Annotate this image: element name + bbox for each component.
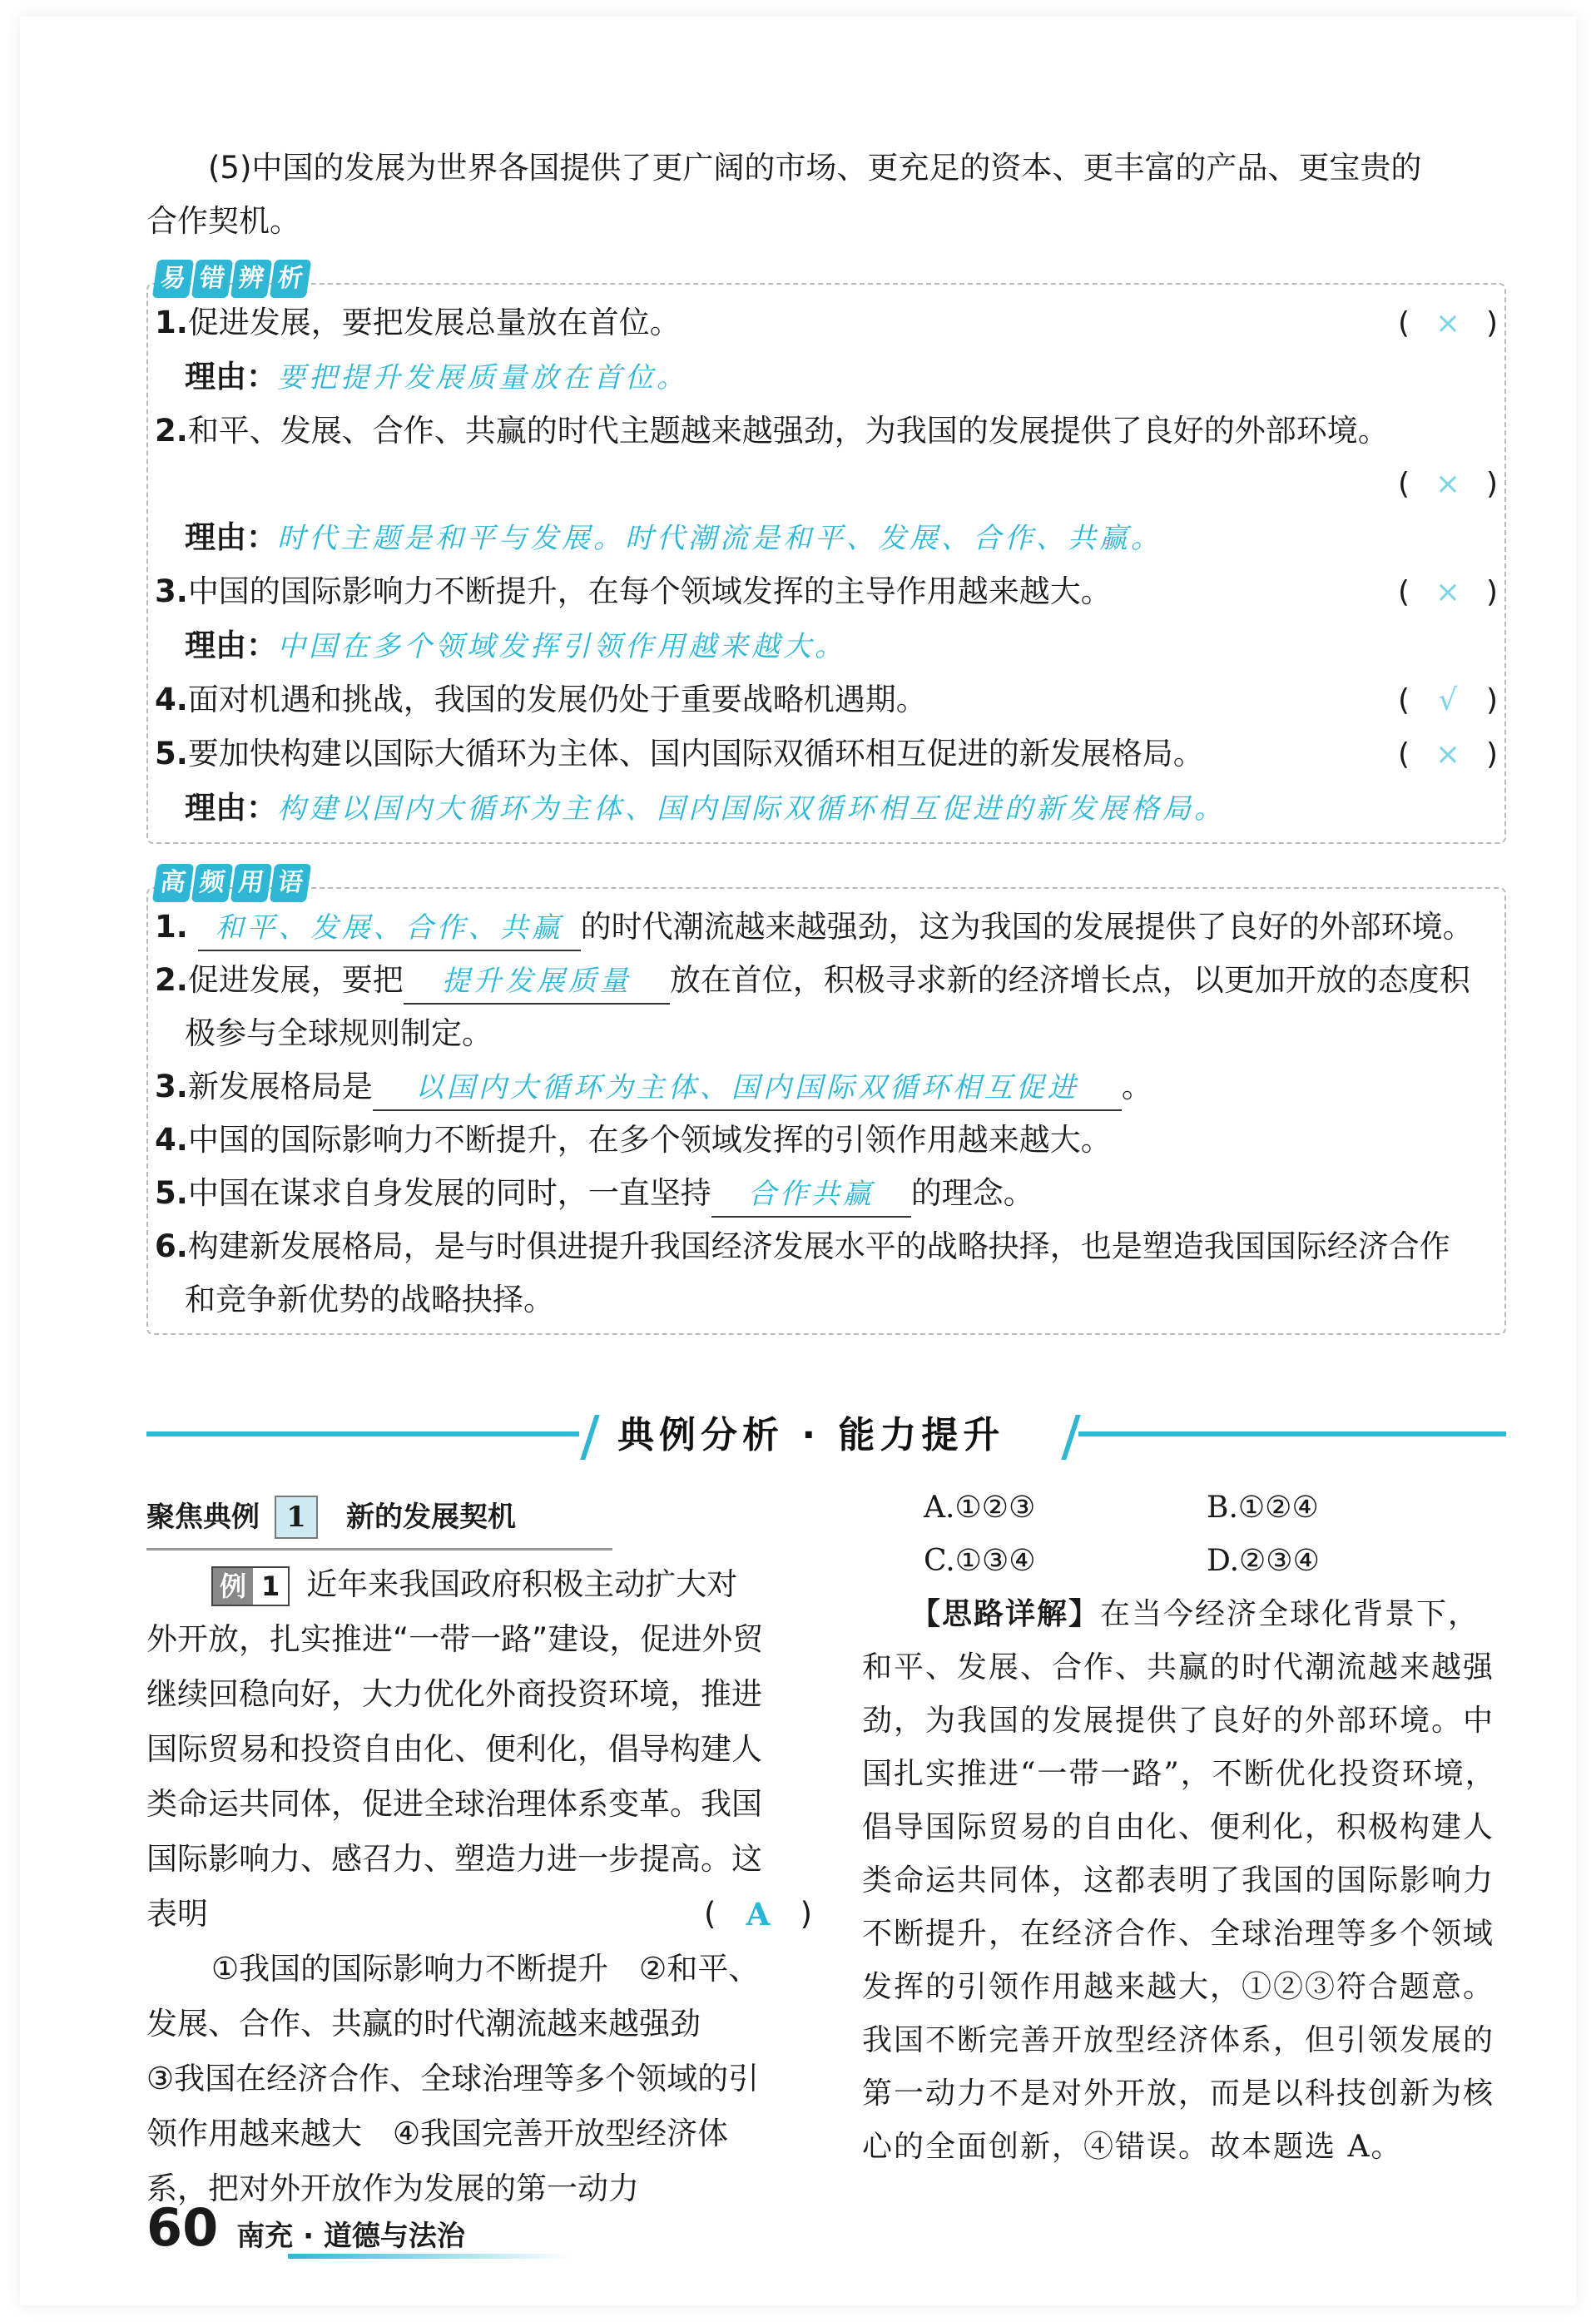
- analysis-line: 在当今经济全球化背景下，: [1100, 1597, 1480, 1631]
- example-tag: [211, 1566, 290, 1606]
- item-text: 中国在谋求自身发展的同时，一直坚持: [187, 1175, 711, 1211]
- tag-char: 易: [152, 260, 194, 298]
- section-title: 典例分析 · 能力提升: [617, 1414, 1005, 1456]
- stem-line: 国际贸易和投资自由化、便利化，倡导构建人: [146, 1731, 762, 1767]
- answer-bracket: ( A ): [704, 1887, 812, 1942]
- page-number: 60: [146, 2197, 219, 2258]
- item-number: 4.: [155, 682, 188, 717]
- stem-line: 继续回稳向好，大力优化外商投资环境，推进: [146, 1676, 762, 1712]
- phrase-item: [155, 901, 1498, 954]
- item-text: 要加快构建以国际大循环为主体、国内国际双循环相互促进的新发展格局。: [187, 736, 1204, 772]
- example-column: [146, 1490, 812, 2216]
- phrase-item-continued: 和竞争新优势的战略抉择。: [185, 1282, 554, 1317]
- tag-char: 语: [270, 864, 311, 902]
- intro-line-1: (5)中国的发展为世界各国提供了更广阔的市场、更充足的资本、更丰富的产品、更宝贵的: [208, 150, 1422, 186]
- item-text: 中国的国际影响力不断提升，在多个领域发挥的引领作用越来越大。: [187, 1122, 1112, 1158]
- item-number: 2.: [155, 962, 188, 998]
- analysis-line: 和平、发展、合作、共赢的时代潮流越来越强: [862, 1650, 1495, 1684]
- fill-blank: 和平、发展、合作、共赢: [198, 906, 581, 951]
- stem-line: 外开放，扎实推进“一带一路”建设，促进外贸: [146, 1621, 764, 1657]
- tag-char: 高: [152, 864, 194, 902]
- tag-char: 辨: [230, 260, 272, 298]
- item-number: 1.: [155, 305, 188, 340]
- item-number: 3.: [155, 1069, 188, 1104]
- item-text: 促进发展，要把: [187, 962, 404, 998]
- example-tag-number: 1: [261, 1570, 280, 1602]
- header-line-right: [1078, 1431, 1506, 1436]
- reason-text: 构建以国内大循环为主体、国内国际双循环相互促进的新发展格局。: [277, 792, 1226, 826]
- footer-underline: [288, 2254, 571, 2259]
- item-text: 促进发展，要把发展总量放在首位。: [187, 305, 681, 340]
- focus-heading: [146, 1490, 612, 1550]
- reason-text: 要把提升发展质量放在首位。: [277, 361, 688, 394]
- item-text: 面对机遇和挑战，我国的发展仍处于重要战略机遇期。: [187, 682, 927, 717]
- reason-label: 理由：: [185, 790, 277, 826]
- judgement-mark: ( √ ): [1398, 674, 1498, 727]
- tag-char: 频: [191, 864, 233, 902]
- solution-analysis: [857, 1588, 1514, 2174]
- reason-text: 时代主题是和平与发展。时代潮流是和平、发展、合作、共赢。: [277, 522, 1162, 555]
- cross-icon: ×: [1435, 306, 1461, 340]
- analysis-line: 倡导国际贸易的自由化、便利化，积极构建人: [862, 1810, 1495, 1844]
- high-frequency-phrases-box: [146, 868, 1506, 1335]
- judgement-mark: ( × ): [1398, 566, 1498, 619]
- reason-label: 理由：: [185, 359, 277, 394]
- tag-char: 错: [191, 260, 233, 298]
- intro-line-2: 合作契机。: [146, 203, 300, 239]
- reason-line: [155, 350, 1498, 404]
- statement-line: 系，把对外开放作为发展的第一动力: [146, 2171, 639, 2206]
- option-a: A.①②③: [924, 1491, 1036, 1525]
- error-item: [155, 404, 1498, 458]
- reason-line: [155, 511, 1498, 565]
- example-stem: [146, 1557, 812, 2216]
- statement-line: ①我国的国际影响力不断提升 ②和平、: [211, 1951, 760, 1987]
- cross-icon: ×: [1435, 737, 1461, 772]
- item-text: 新发展格局是: [187, 1069, 373, 1104]
- stem-line: 类命运共同体，促进全球治理体系变革。我国: [146, 1786, 762, 1822]
- item-number: 2.: [155, 413, 188, 449]
- judgement-mark: ( × ): [1398, 728, 1498, 781]
- tag-char: 用: [230, 864, 272, 902]
- item-text: 。: [1121, 1069, 1152, 1104]
- analysis-line: 劲，为我国的发展提供了良好的外部环境。中: [862, 1704, 1495, 1738]
- focus-label: 聚焦典例: [146, 1501, 260, 1534]
- stem-line: 表明: [146, 1896, 208, 1932]
- example-tag-label: 例: [213, 1568, 253, 1605]
- analysis-line: 第一动力不是对外开放，而是以科技创新为核: [862, 2076, 1495, 2111]
- top-content: [146, 141, 1506, 1335]
- judgement-mark: ( × ): [1398, 458, 1498, 511]
- statement-line: 发展、合作、共赢的时代潮流越来越强劲: [146, 2006, 701, 2042]
- analysis-line: 心的全面创新，④错误。故本题选 A。: [862, 2130, 1403, 2164]
- high-frequency-tag: [155, 864, 309, 902]
- fill-blank: 合作共赢: [711, 1173, 911, 1218]
- error-analysis-box: [146, 264, 1506, 844]
- answer-letter: A: [746, 1896, 771, 1933]
- item-number: 5.: [155, 1175, 188, 1211]
- fill-blank: 提升发展质量: [404, 960, 670, 1005]
- item-text: 的时代潮流越来越强劲，这为我国的发展提供了良好的外部环境。: [580, 909, 1474, 945]
- item-number: 4.: [155, 1122, 188, 1158]
- cross-icon: ×: [1435, 467, 1461, 501]
- phrase-item: [155, 1060, 1498, 1114]
- item-text: 的理念。: [910, 1175, 1034, 1211]
- error-item: [155, 565, 1498, 619]
- item-text: 中国的国际影响力不断提升，在每个领域发挥的主导作用越来越大。: [187, 573, 1112, 609]
- phrase-item: [155, 1114, 1498, 1167]
- item-number: 5.: [155, 736, 188, 772]
- analysis-line: 类命运共同体，这都表明了我国的国际影响力: [862, 1863, 1495, 1898]
- analysis-line: 国扎实推进“一带一路”，不断优化投资环境，: [862, 1757, 1497, 1791]
- stem-line: 近年来我国政府积极主动扩大对: [306, 1566, 738, 1602]
- item-number: 6.: [155, 1228, 188, 1264]
- option-c: C.①③④: [924, 1544, 1036, 1578]
- analysis-line: 发挥的引领作用越来越大，①②③符合题意。: [862, 1970, 1495, 2004]
- error-item: [155, 673, 1498, 727]
- answer-options: [857, 1481, 1514, 1588]
- check-icon: √: [1438, 683, 1458, 717]
- reason-line: [155, 781, 1498, 836]
- fill-blank: 以国内大循环为主体、国内国际双循环相互促进: [373, 1066, 1122, 1111]
- error-item: [155, 727, 1498, 781]
- option-b: B.①②④: [1207, 1491, 1319, 1525]
- analysis-title: 【思路详解】: [910, 1597, 1101, 1631]
- error-item: [155, 296, 1498, 350]
- header-line-left: [146, 1431, 579, 1436]
- tag-char: 析: [270, 260, 311, 298]
- focus-topic: 新的发展契机: [346, 1501, 516, 1534]
- reason-label: 理由：: [185, 628, 277, 663]
- item-text: 和平、发展、合作、共赢的时代主题越来越强劲，为我国的发展提供了良好的外部环境。: [187, 413, 1389, 449]
- focus-number: 1: [275, 1496, 318, 1539]
- item-text: 放在首位，积极寻求新的经济增长点，以更加开放的态度积: [669, 962, 1470, 998]
- phrase-item: [155, 954, 1498, 1007]
- statement-line: 领作用越来越大 ④我国完善开放型经济体: [146, 2116, 729, 2151]
- page-footer: [146, 2197, 465, 2258]
- item-number: 3.: [155, 573, 188, 609]
- error-analysis-tag: [155, 260, 309, 298]
- phrase-item: [155, 1167, 1498, 1220]
- footer-subject: 南充 · 道德与法治: [236, 2220, 465, 2253]
- header-slash: [1061, 1415, 1081, 1460]
- phrase-item-continued: 极参与全球规则制定。: [185, 1015, 493, 1051]
- analysis-column: [857, 1481, 1514, 2174]
- item-text: 构建新发展格局，是与时俱进提升我国经济发展水平的战略抉择，也是塑造我国国际经济合作: [187, 1228, 1450, 1264]
- option-d: D.②③④: [1207, 1544, 1320, 1578]
- statement-line: ③我国在经济合作、全球治理等多个领域的引: [146, 2061, 760, 2096]
- reason-text: 中国在多个领域发挥引领作用越来越大。: [277, 630, 846, 663]
- item-number: 1.: [155, 909, 188, 945]
- cross-icon: ×: [1435, 575, 1461, 609]
- analysis-line: 不断提升，在经济合作、全球治理等多个领域: [862, 1917, 1495, 1951]
- analysis-line: 我国不断完善开放型经济体系，但引领发展的: [862, 2023, 1495, 2057]
- stem-last-line: [146, 1887, 812, 1942]
- stem-line: 国际影响力、感召力、塑造力进一步提高。这: [146, 1841, 762, 1877]
- reason-line: [155, 619, 1498, 673]
- section-header: [146, 1407, 1506, 1465]
- judgement-row: [155, 458, 1498, 511]
- judgement-mark: ( × ): [1398, 297, 1498, 350]
- reason-label: 理由：: [185, 519, 277, 555]
- phrase-item: [155, 1220, 1498, 1273]
